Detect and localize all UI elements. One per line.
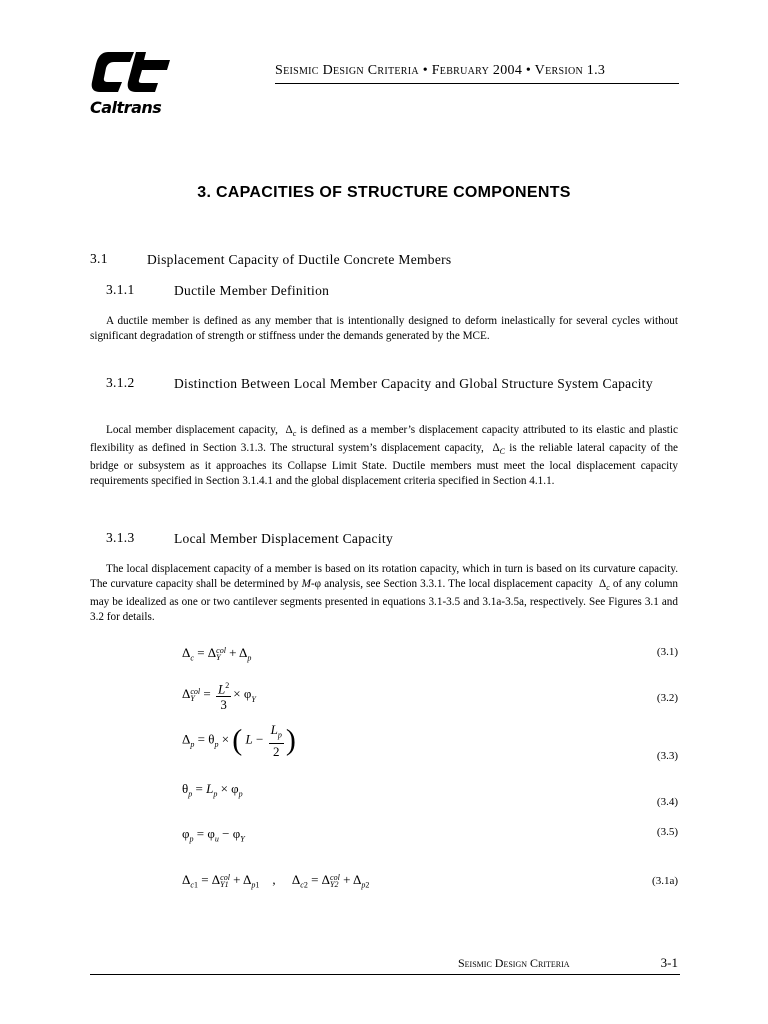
- paragraph-local-displacement: The local displacement capacity of a member is based on its rotation capacity, which in turn is based on its curvature capacity. The curvature capacity shall be determined by M-φ analysis, see Section 3.3.1. The local displacement capacity $\Delta_c$ of any column may be idealized as one or two cantilever segments presented in equations 3.1-3.5 and 3.1a-3.5a, respectively. See Figures 3.1 and 3.2 for details.: [90, 563, 679, 624]
- caltrans-ct-mark-icon: [90, 48, 174, 96]
- section-number: 3.1: [90, 251, 108, 266]
- equation-3-1a: $\Delta_{c1} = \Delta$ col Y1 + $\Delta_{p1}$ , $\Delta_{c2} = \Delta$ col Y2 + $\Delta_{p2}$: [182, 872, 370, 890]
- equation-number: (3.4): [656, 796, 678, 808]
- footer-rule: [90, 974, 680, 975]
- logo-text: Caltrans: [90, 98, 162, 117]
- paragraph-local-vs-global: Local member displacement capacity, $\Delta_c$ is defined as a member’s displacement capacity attributed to its elastic and plastic flexibility as defined in Section 3.1.3. The structural system’s displacement capacity, $\Delta_C$ is the reliable lateral capacity of the bridge or subsystem as it approaches its Collapse Limit State. Ductile members must meet the local displacement capacity requirements specified in Section 3.1.4.1 and the global displacement criteria specified in Section 4.1.1.: [90, 424, 679, 488]
- equation-3-5: $\varphi_p = \varphi_u - \varphi_Y$: [182, 826, 245, 844]
- equation-number: (3.5): [656, 826, 678, 838]
- section-title: Local Member Displacement Capacity: [174, 531, 393, 546]
- equation-number: (3.1a): [652, 875, 678, 887]
- equation-number: (3.3): [656, 750, 678, 762]
- equation-number: (3.2): [656, 692, 678, 704]
- chapter-title: 3. CAPACITIES OF STRUCTURE COMPONENTS: [197, 184, 571, 201]
- equation-3-3: $\Delta_p = \theta_p$ × ( L − $\frac{L_p}{2}$ ): [182, 722, 296, 759]
- page-number: 3-1: [660, 955, 678, 970]
- running-header: Seismic Design Criteria • February 2004 • Version 1.3: [275, 63, 679, 84]
- section-title: Distinction Between Local Member Capacity and Global Structure System Capacity: [174, 376, 653, 391]
- equation-number: (3.1): [656, 646, 678, 658]
- footer-title: Seismic Design Criteria: [458, 956, 570, 970]
- equation-3-2: Δ col Y = $\frac{L^2}{3}$ × $\varphi_Y$: [182, 678, 256, 712]
- section-title: Displacement Capacity of Ductile Concrete Members: [147, 252, 452, 267]
- section-heading-3-1-2: [106, 375, 680, 411]
- equation-3-1: $\Delta_c = \Delta$ col Y + $\Delta_p$: [182, 645, 252, 663]
- section-title: Ductile Member Definition: [174, 283, 330, 298]
- paragraph-ductile-member: A ductile member is defined as any member that is intentionally designed to deform inelastically for several cycles without significant degradation of strength or stiffness under the demands generated by the MCE.: [90, 315, 678, 342]
- section-number: 3.1.3: [106, 530, 135, 545]
- section-number: 3.1.2: [106, 375, 135, 390]
- section-number: 3.1.1: [106, 282, 135, 297]
- equation-3-4: $\theta_p = L_p \times \varphi_p$: [182, 781, 243, 799]
- caltrans-logo: [90, 48, 174, 118]
